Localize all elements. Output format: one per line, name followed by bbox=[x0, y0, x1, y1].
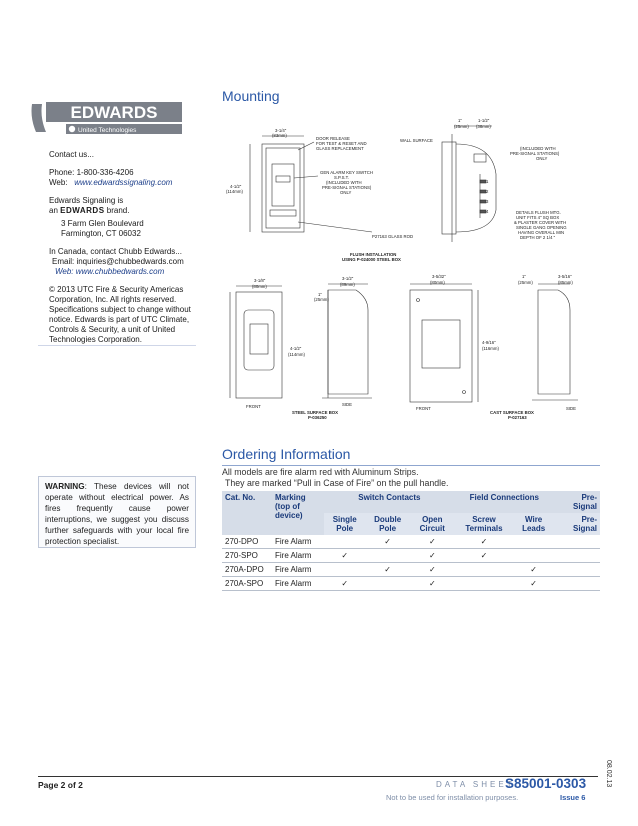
cell-double bbox=[365, 577, 409, 591]
dim-1in: 1" bbox=[458, 118, 462, 123]
dim-3-18: 3-1/8" bbox=[254, 278, 266, 283]
dim-3-12: 3-1/2" bbox=[342, 276, 354, 281]
dim-1in-c: 1" bbox=[522, 274, 526, 279]
mounting-drawings bbox=[222, 114, 600, 430]
contact-heading: Contact us... bbox=[49, 150, 94, 159]
terminal-1: 1 bbox=[486, 179, 489, 184]
gen-alarm-label-4: PRE-SIGNAL STATIONS) bbox=[322, 185, 372, 190]
logo-text: EDWARDS bbox=[70, 103, 158, 122]
cell-open: ✓ bbox=[410, 577, 455, 591]
cast-box-label-2: P-027163 bbox=[508, 415, 527, 420]
cell-marking: Fire Alarm bbox=[272, 535, 324, 549]
cell-marking: Fire Alarm bbox=[272, 577, 324, 591]
warning-box bbox=[38, 476, 196, 548]
door-release-label: DOOR RELEASE bbox=[316, 136, 350, 141]
cell-screw: ✓ bbox=[455, 535, 514, 549]
cell-marking: Fire Alarm bbox=[272, 549, 324, 563]
brand-line-2-suffix: brand. bbox=[106, 206, 130, 215]
contact-phone: Phone: 1-800-336-4206 bbox=[49, 168, 134, 177]
data-sheet-label: DATA SHEET bbox=[436, 780, 515, 789]
terminal-2: 2 bbox=[486, 189, 489, 194]
dim-114mm-b: (114mm) bbox=[288, 352, 305, 357]
details-label-5: HAVING OVERALL MIN bbox=[518, 230, 565, 235]
contact-web bbox=[49, 178, 194, 188]
cell-pre bbox=[554, 577, 600, 591]
cast-box-label: CAST SURFACE BOX bbox=[490, 410, 534, 415]
logo-subtext: United Technologies bbox=[78, 127, 137, 134]
front-label-2: FRONT bbox=[416, 406, 431, 411]
col-cat-no: Cat. No. bbox=[222, 491, 272, 535]
cell-open: ✓ bbox=[410, 563, 455, 577]
contact-web-label: Web: bbox=[49, 178, 68, 187]
cell-cat: 270A-DPO bbox=[222, 563, 272, 577]
cell-screw bbox=[455, 563, 514, 577]
page-number: Page 2 of 2 bbox=[38, 780, 83, 790]
cell-open: ✓ bbox=[410, 535, 455, 549]
canada-email: Email: inquiries@chubbedwards.com bbox=[52, 257, 184, 266]
gen-alarm-label-5: ONLY bbox=[340, 190, 352, 195]
address-line-1: 3 Farm Glen Boulevard bbox=[61, 219, 144, 228]
steel-box-label: STEEL SURFACE BOX bbox=[292, 410, 339, 415]
gen-alarm-label-2: S.P.S.T. bbox=[334, 175, 349, 180]
data-sheet-number: S85001-0303 bbox=[505, 776, 587, 791]
ordering-intro-line-1: All models are fire alarm red with Aluminum Strips. bbox=[222, 467, 419, 477]
table-row bbox=[222, 577, 600, 591]
cell-pre bbox=[554, 549, 600, 563]
dim-4-12-b: 4-1/2" bbox=[290, 346, 302, 351]
cell-single: ✓ bbox=[324, 577, 365, 591]
cell-pre bbox=[554, 563, 600, 577]
ordering-intro-line-2: They are marked “Pull in Case of Fire” on the pull handle. bbox=[225, 478, 449, 488]
dim-25mm-c: (25mm) bbox=[518, 280, 533, 285]
cell-wire: ✓ bbox=[513, 563, 554, 577]
sidebar-divider bbox=[38, 345, 196, 346]
cell-wire bbox=[513, 535, 554, 549]
dim-85mm: (85mm) bbox=[558, 280, 573, 285]
wall-surface-label: WALL SURFACE bbox=[400, 138, 433, 143]
front-label-1: FRONT bbox=[246, 404, 261, 409]
warning-text: : These devices will not operate without electrical power. As fires frequently cause power interruptions, we suggest you discuss further safeguards with your local fire protection specialist. bbox=[45, 482, 189, 546]
dim-38mm: (38mm) bbox=[476, 124, 491, 129]
canada-contact: In Canada, contact Chubb Edwards... bbox=[49, 247, 182, 256]
details-label-2: UNIT FITS 4" SQ BOX bbox=[516, 215, 560, 220]
side-date: 08.02.13 bbox=[605, 760, 612, 788]
cell-marking: Fire Alarm bbox=[272, 563, 324, 577]
warning-label: WARNING bbox=[45, 482, 85, 491]
dim-3-14: 3-1/4" bbox=[275, 128, 287, 133]
col-field-connections: Field Connections bbox=[455, 491, 554, 513]
col-pre-signal: Pre- Signal bbox=[554, 513, 600, 535]
dim-25mm-b: (25mm) bbox=[314, 297, 329, 302]
canada-web[interactable]: Web: www.chubbedwards.com bbox=[55, 267, 165, 276]
cell-cat: 270-DPO bbox=[222, 535, 272, 549]
copyright-text: © 2013 UTC Fire & Security Americas Corporation, Inc. All rights reserved. Specifications subject to change without notice. Edwards is part of UTC Climate, Controls & Security, a unit of United Technologies Corporation. bbox=[49, 285, 191, 344]
cell-open: ✓ bbox=[410, 549, 455, 563]
dim-3-1516: 3-5/16" bbox=[558, 274, 572, 279]
cell-wire bbox=[513, 549, 554, 563]
dim-1in-b: 1" bbox=[318, 292, 322, 297]
details-label-4: SINGLE GANG OPENING bbox=[516, 225, 567, 230]
table-row bbox=[222, 549, 600, 563]
dim-1-12: 1-1/2" bbox=[478, 118, 490, 123]
col-double-pole: Double Pole bbox=[365, 513, 409, 535]
table-row bbox=[222, 563, 600, 577]
col-open-circuit: Open Circuit bbox=[410, 513, 455, 535]
flush-install-label: FLUSH INSTALLATION bbox=[350, 252, 397, 257]
col-screw-terminals: Screw Terminals bbox=[455, 513, 514, 535]
col-switch-contacts: Switch Contacts bbox=[324, 491, 455, 513]
col-pre-signal-top: Pre- Signal bbox=[554, 491, 600, 513]
table-row bbox=[222, 535, 600, 549]
installation-note: Not to be used for installation purposes. bbox=[386, 793, 519, 802]
issue-number: Issue 6 bbox=[560, 793, 586, 802]
dim-80mm-b: (80mm) bbox=[430, 280, 445, 285]
contact-block bbox=[49, 150, 194, 345]
cell-double: ✓ bbox=[365, 563, 409, 577]
included-label-3: ONLY bbox=[536, 156, 548, 161]
flush-install-label-2: USING P-024000 STEEL BOX bbox=[342, 257, 401, 262]
ordering-table bbox=[222, 491, 600, 591]
terminal-4: 4 bbox=[486, 209, 489, 214]
included-label: (INCLUDED WITH bbox=[520, 146, 556, 151]
details-label-6: DEPTH OF 2 1/4 " bbox=[520, 235, 556, 240]
cell-single: ✓ bbox=[324, 549, 365, 563]
steel-box-label-2: P-036250 bbox=[308, 415, 327, 420]
cell-single bbox=[324, 535, 365, 549]
glass-rod-label: P27163 GLASS ROD bbox=[372, 234, 414, 239]
dim-4-916: 4-9/16" bbox=[482, 340, 496, 345]
details-label: DETAILS FLUSH MTG. bbox=[516, 210, 561, 215]
mounting-title: Mounting bbox=[222, 88, 280, 104]
cell-wire: ✓ bbox=[513, 577, 554, 591]
cell-double bbox=[365, 549, 409, 563]
brand-line-2-prefix: an bbox=[49, 206, 58, 215]
door-release-label-3: GLASS REPLACEMENT bbox=[316, 146, 364, 151]
brand-line-2-logo: EDWARDS bbox=[60, 206, 105, 215]
dim-80mm: (80mm) bbox=[252, 284, 267, 289]
gen-alarm-label: GEN ALARM KEY SWITCH bbox=[320, 170, 373, 175]
door-release-label-2: FOR TEST & RESET AND bbox=[316, 141, 367, 146]
gen-alarm-label-3: (INCLUDED WITH bbox=[326, 180, 362, 185]
dim-25mm: (25mm) bbox=[454, 124, 469, 129]
dim-83mm: (83mm) bbox=[272, 133, 287, 138]
terminal-3: 3 bbox=[486, 199, 489, 204]
included-label-2: PRE-SIGNAL STATIONS) bbox=[510, 151, 560, 156]
contact-web-link[interactable]: www.edwardssignaling.com bbox=[74, 178, 173, 187]
cell-screw: ✓ bbox=[455, 549, 514, 563]
cell-pre bbox=[554, 535, 600, 549]
dim-114mm: (114mm) bbox=[226, 189, 243, 194]
side-label-2: SIDE bbox=[566, 406, 577, 411]
cell-screw bbox=[455, 577, 514, 591]
dim-89mm: (89mm) bbox=[340, 282, 355, 287]
col-wire-leads: Wire Leads bbox=[513, 513, 554, 535]
cell-cat: 270-SPO bbox=[222, 549, 272, 563]
dim-3-532: 3-5/32" bbox=[432, 274, 446, 279]
ordering-intro bbox=[222, 467, 448, 489]
brand-line-1: Edwards Signaling is bbox=[49, 196, 124, 205]
col-marking: Marking (top of device) bbox=[272, 491, 324, 535]
cell-cat: 270A-SPO bbox=[222, 577, 272, 591]
details-label-3: & PLASTER COVER WITH bbox=[514, 220, 567, 225]
cell-double: ✓ bbox=[365, 535, 409, 549]
dim-116mm: (116mm) bbox=[482, 346, 499, 351]
side-label-1: SIDE bbox=[342, 402, 353, 407]
dim-4-12: 4-1/2" bbox=[230, 184, 242, 189]
cell-single bbox=[324, 563, 365, 577]
edwards-logo bbox=[30, 98, 185, 138]
col-single-pole: Single Pole bbox=[324, 513, 365, 535]
address-line-2: Farmington, CT 06032 bbox=[61, 229, 141, 238]
ordering-divider bbox=[222, 465, 600, 466]
brand-line-2 bbox=[49, 206, 194, 216]
ordering-title: Ordering Information bbox=[222, 446, 351, 462]
